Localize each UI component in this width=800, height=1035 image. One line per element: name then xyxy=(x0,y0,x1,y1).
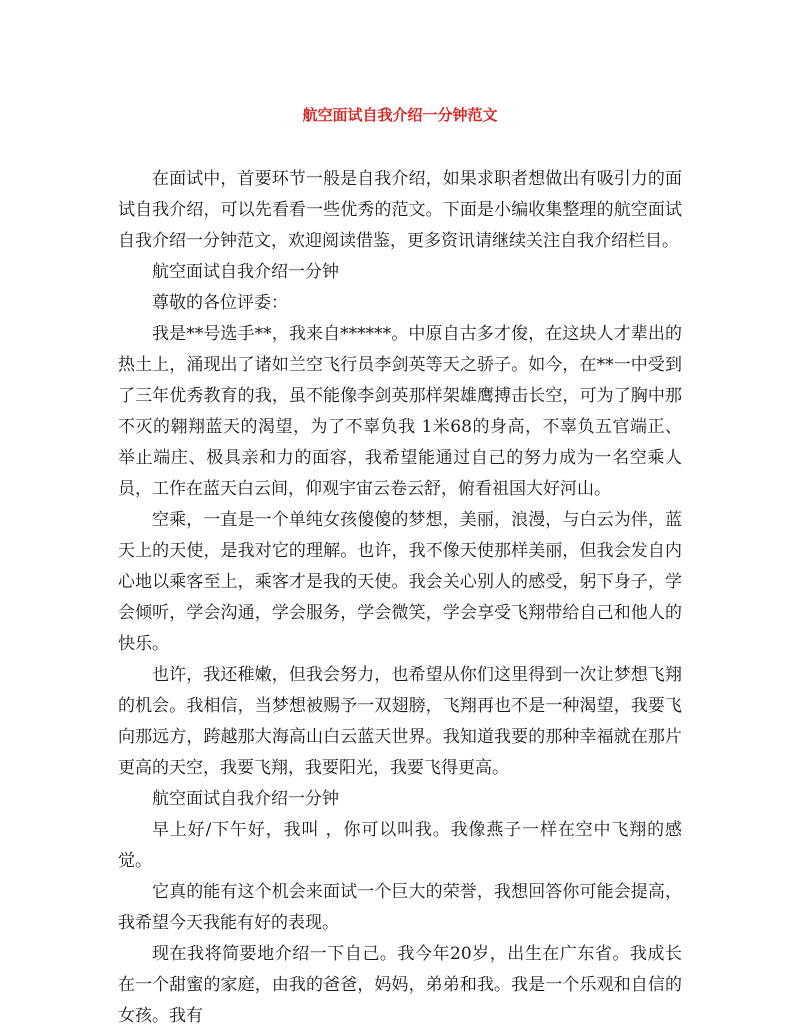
paragraph-intro: 在面试中，首要环节一般是自我介绍，如果求职者想做出有吸引力的面试自我介绍，可以先看看一些优秀的范文。下面是小编收集整理的航空面试自我介绍一分钟范文，欢迎阅读借鉴，更多资讯请继续关注自我介绍栏目。 xyxy=(118,169,682,251)
paragraph: 它真的能有这个机会来面试一个巨大的荣誉，我想回答你可能会提高，我希望今天我能有好的表现。 xyxy=(118,882,682,933)
document-body xyxy=(118,164,682,1032)
paragraph: 也许，我还稚嫩，但我会努力，也希望从你们这里得到一次让梦想飞翔的机会。我相信，当梦想被赐予一双翅膀，飞翔再也不是一种渴望，我要飞向那远方，跨越那大海高山白云蓝天世界。我知道我要的那种幸福就在那片更高的天空，我要飞翔，我要阳光，我要飞得更高。 xyxy=(118,665,682,778)
paragraph: 早上好/下午好，我叫 ，你可以叫我。我像燕子一样在空中飞翔的感觉。 xyxy=(118,820,682,871)
paragraph-salutation: 尊敬的各位评委： xyxy=(152,293,288,313)
paragraph: 我是**号选手**，我来自******。中原自古多才俊，在这块人才辈出的热土上，涌现出了诸如兰空飞行员李剑英等天之骄子。如今，在**一中受到了三年优秀教育的我，虽不能像李剑英那样架雄鹰搏击长空，可为了胸中那不灭的翱翔蓝天的渴望，为了不辜负我 1米68的身高，不辜负五官端正、举止端庄、极具亲和力的面容，我希望能通过自己的努力成为一名空乘人员，工作在蓝天白云间，仰观宇宙云卷云舒，俯看祖国大好河山。 xyxy=(118,324,682,499)
document-title: 航空面试自我介绍一分钟范文 xyxy=(302,106,498,124)
paragraph: 空乘，一直是一个单纯女孩傻傻的梦想，美丽，浪漫，与白云为伴，蓝天上的天使，是我对它的理解。也许，我不像天使那样美丽，但我会发自内心地以乘客至上，乘客才是我的天使。我会关心别人的感受，躬下身子，学会倾听，学会沟通，学会服务，学会微笑，学会享受飞翔带给自己和他人的快乐。 xyxy=(118,510,682,654)
paragraph: 现在我将简要地介绍一下自己。我今年20岁，出生在广东省。我成长在一个甜蜜的家庭，由我的爸爸，妈妈，弟弟和我。我是一个乐观和自信的女孩。我有 xyxy=(118,944,682,1026)
paragraph-section-heading: 航空面试自我介绍一分钟 xyxy=(152,789,339,809)
paragraph-section-heading: 航空面试自我介绍一分钟 xyxy=(152,262,339,282)
